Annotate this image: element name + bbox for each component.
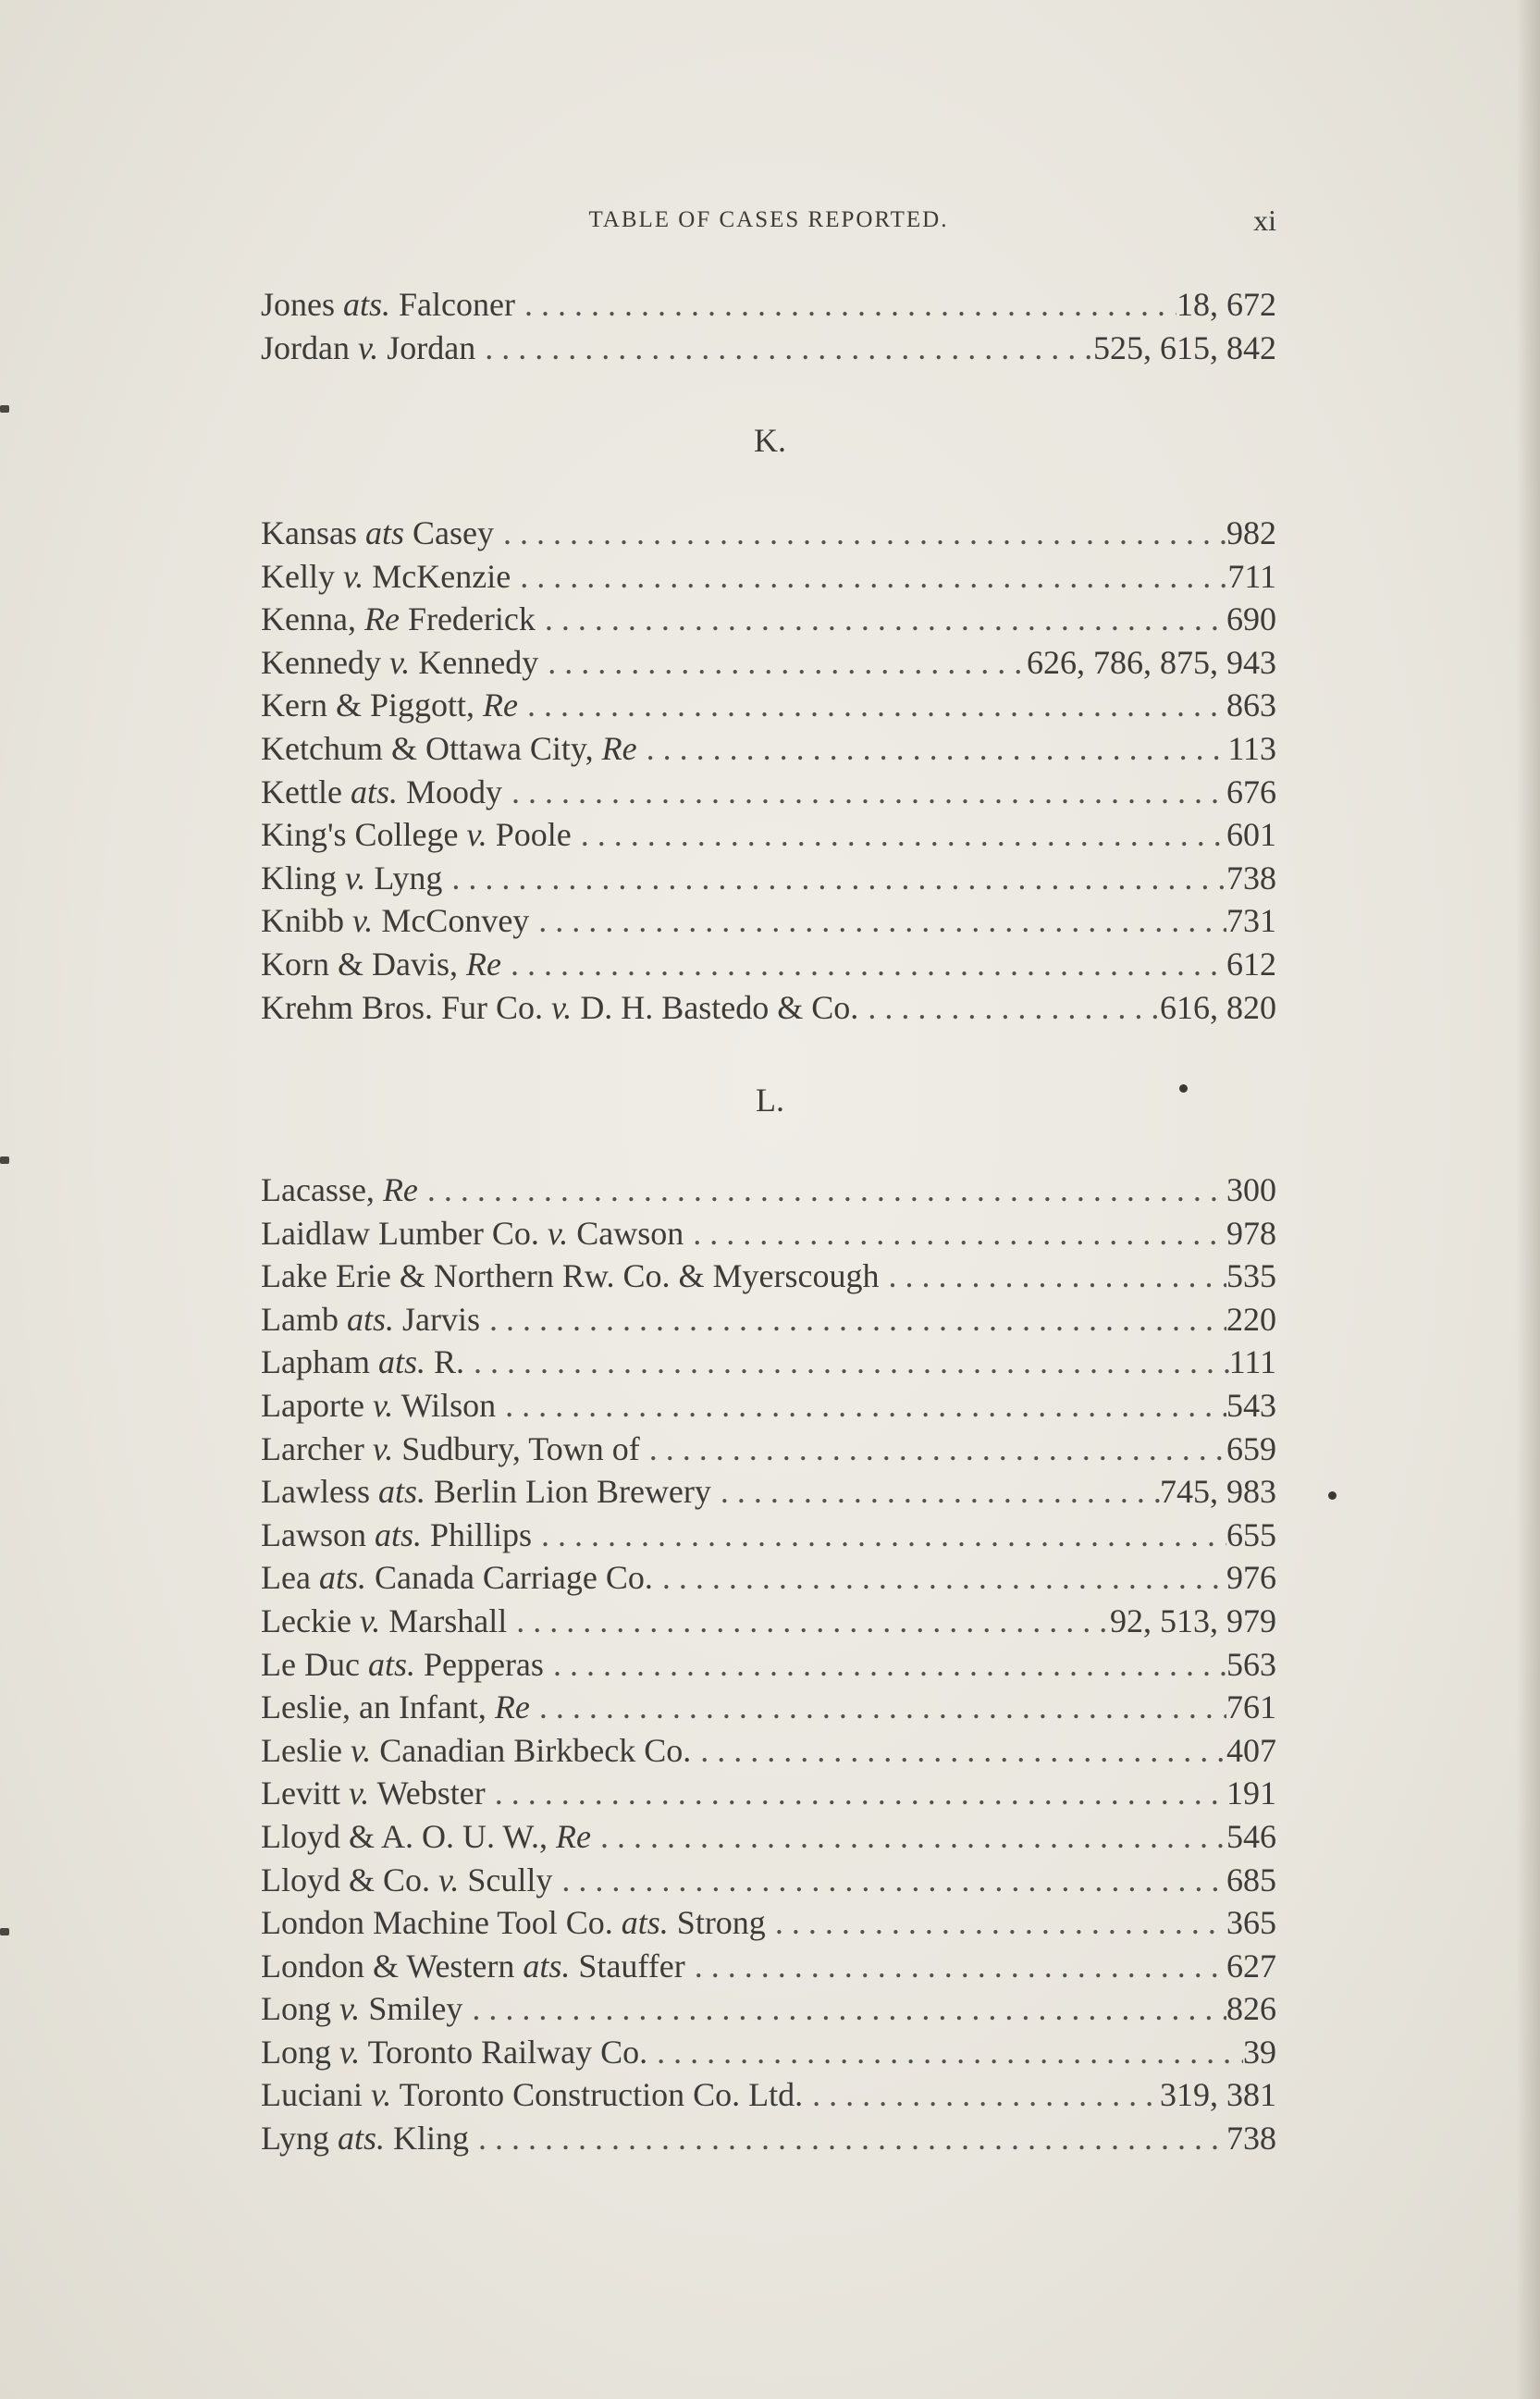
dot-leader: [520, 555, 1227, 599]
dot-leader: [474, 1341, 1229, 1384]
page-references: 601: [1226, 816, 1276, 854]
dot-leader: [662, 1556, 1226, 1600]
index-entry: [261, 2031, 1276, 2074]
dot-leader: [889, 1255, 1226, 1298]
dot-leader: [700, 1729, 1226, 1773]
case-name: Knibb v. McConvey: [261, 902, 530, 940]
dot-leader: [721, 1470, 1160, 1514]
index-entry: [261, 1384, 1276, 1428]
page-references: 627: [1226, 1947, 1276, 1985]
index-entry: [261, 1428, 1276, 1471]
index-entry: [261, 641, 1276, 685]
page-references: 113: [1227, 729, 1276, 767]
dot-leader: [538, 899, 1226, 943]
dot-leader: [489, 1298, 1226, 1342]
dot-leader: [485, 327, 1093, 370]
page-references: 978: [1226, 1214, 1276, 1252]
index-entry: [261, 1815, 1276, 1859]
index-entry: [261, 598, 1276, 641]
index-entry: [261, 1643, 1276, 1687]
page-references: 563: [1226, 1645, 1276, 1683]
case-name: Kelly v. McKenzie: [261, 557, 511, 595]
page-references: 546: [1226, 1817, 1276, 1855]
index-entry: [261, 1772, 1276, 1815]
case-name: Korn & Davis, Re: [261, 945, 501, 983]
case-name: Kern & Piggott, Re: [261, 686, 518, 724]
index-entry: [261, 327, 1276, 370]
dot-leader: [427, 1169, 1226, 1212]
case-name: Laidlaw Lumber Co. v. Cawson: [261, 1214, 684, 1252]
index-entry: [261, 1470, 1276, 1514]
edge-mark: [0, 1156, 9, 1164]
index-entry: [261, 1859, 1276, 1902]
index-entry: [261, 684, 1276, 727]
case-name: Lake Erie & Northern Rw. Co. & Myerscough: [261, 1257, 880, 1295]
index-entry: [261, 1686, 1276, 1729]
section-letter-l: L.: [756, 1082, 784, 1119]
page-references: 407: [1226, 1731, 1276, 1769]
case-name: Jordan v. Jordan: [261, 328, 476, 366]
page-references: 220: [1226, 1300, 1276, 1338]
index-entry: [261, 771, 1276, 814]
entries-l: [261, 1169, 1276, 2160]
index-entry: [261, 899, 1276, 943]
case-name: King's College v. Poole: [261, 816, 572, 854]
index-entry: [261, 1514, 1276, 1557]
page-references: 731: [1226, 902, 1276, 940]
dot-leader: [527, 684, 1226, 727]
page-references: 738: [1226, 859, 1276, 897]
page-references: 191: [1226, 1775, 1276, 1812]
index-entry: [261, 512, 1276, 555]
dot-leader: [812, 2073, 1160, 2117]
entries-j: [261, 283, 1276, 369]
page-references: 761: [1226, 1688, 1276, 1726]
index-entry: [261, 1255, 1276, 1298]
page-references: 676: [1226, 773, 1276, 810]
page-references: 111: [1228, 1343, 1276, 1381]
dot-leader: [561, 1859, 1226, 1902]
page-references: 863: [1226, 686, 1276, 724]
index-entry: [261, 986, 1276, 1030]
case-name: London Machine Tool Co. ats. Strong: [261, 1904, 766, 1942]
case-name: Lloyd & A. O. U. W., Re: [261, 1817, 591, 1855]
dot-leader: [451, 857, 1226, 900]
index-entry: [261, 857, 1276, 900]
dot-leader: [553, 1643, 1226, 1687]
case-name: Levitt v. Webster: [261, 1775, 486, 1812]
page-references: 365: [1226, 1904, 1276, 1942]
case-name: Lacasse, Re: [261, 1171, 418, 1208]
ink-spot: [1328, 1491, 1337, 1500]
case-name: Krehm Bros. Fur Co. v. D. H. Bastedo & Co.: [261, 988, 859, 1026]
dot-leader: [478, 2117, 1226, 2160]
page-references: 982: [1226, 514, 1276, 551]
dot-leader: [524, 283, 1177, 327]
running-title: TABLE OF CASES REPORTED.: [588, 207, 949, 232]
page-references: 626, 786, 875, 943: [1027, 643, 1276, 681]
page-references: 711: [1227, 557, 1276, 595]
entries-k: [261, 512, 1276, 1029]
dot-leader: [511, 771, 1226, 814]
page-references: 525, 615, 842: [1093, 328, 1276, 366]
index-entry: [261, 2073, 1276, 2117]
case-name: Lamb ats. Jarvis: [261, 1300, 480, 1338]
page-references: 39: [1243, 2033, 1276, 2071]
case-name: Lawless ats. Berlin Lion Brewery: [261, 1473, 711, 1511]
index-entry: [261, 2117, 1276, 2160]
edge-mark: [0, 405, 9, 413]
case-name: Leslie, an Infant, Re: [261, 1688, 530, 1726]
dot-leader: [649, 1428, 1226, 1471]
dot-leader: [511, 943, 1226, 986]
page-references: 659: [1226, 1429, 1276, 1467]
dot-leader: [539, 1686, 1226, 1729]
index-entry: [261, 1901, 1276, 1945]
dot-leader: [472, 1987, 1226, 2031]
case-name: Laporte v. Wilson: [261, 1386, 497, 1424]
index-entry: [261, 1341, 1276, 1384]
ink-spot: [1179, 1084, 1188, 1093]
case-name: Kennedy v. Kennedy: [261, 643, 539, 681]
index-entry: [261, 555, 1276, 599]
case-name: Leslie v. Canadian Birkbeck Co.: [261, 1731, 692, 1769]
dot-leader: [647, 727, 1228, 771]
running-head: [261, 204, 1276, 241]
case-name: Luciani v. Toronto Construction Co. Ltd.: [261, 2076, 804, 2114]
case-name: Lloyd & Co. v. Scully: [261, 1861, 553, 1898]
case-name: Le Duc ats. Pepperas: [261, 1645, 544, 1683]
page-references: 685: [1226, 1861, 1276, 1898]
case-name: Kenna, Re Frederick: [261, 600, 536, 638]
case-name: Lyng ats. Kling: [261, 2120, 470, 2158]
index-entry: [261, 1600, 1276, 1643]
case-name: Lawson ats. Phillips: [261, 1515, 533, 1553]
edge-mark: [0, 1928, 9, 1935]
case-name: Long v. Toronto Railway Co.: [261, 2033, 648, 2071]
index-entry: [261, 813, 1276, 857]
dot-leader: [495, 1772, 1226, 1815]
index-entry: [261, 943, 1276, 986]
page-references: 319, 381: [1160, 2076, 1276, 2114]
dot-leader: [695, 1945, 1226, 1988]
dot-leader: [657, 2031, 1243, 2074]
index-entry: [261, 1945, 1276, 1988]
index-entry: [261, 1298, 1276, 1342]
dot-leader: [505, 1384, 1226, 1428]
case-name: Larcher v. Sudbury, Town of: [261, 1429, 640, 1467]
page-references: 655: [1226, 1515, 1276, 1553]
page-references: 690: [1226, 600, 1276, 638]
dot-leader: [503, 512, 1226, 555]
page-references: 976: [1226, 1559, 1276, 1597]
case-name: Kansas ats Casey: [261, 514, 494, 551]
index-entry: [261, 1212, 1276, 1255]
dot-leader: [516, 1600, 1110, 1643]
index-entry: [261, 727, 1276, 771]
case-name: Kettle ats. Moody: [261, 773, 502, 810]
index-entry: [261, 1987, 1276, 2031]
page-references: 616, 820: [1160, 988, 1276, 1026]
case-name: Leckie v. Marshall: [261, 1601, 508, 1639]
dot-leader: [600, 1815, 1226, 1859]
page-number: xi: [1253, 204, 1276, 237]
dot-leader: [693, 1212, 1226, 1255]
case-name: Jones ats. Falconer: [261, 286, 515, 323]
page-references: 543: [1226, 1386, 1276, 1424]
page-references: 300: [1226, 1171, 1276, 1208]
case-name: Ketchum & Ottawa City, Re: [261, 729, 637, 767]
case-name: Long v. Smiley: [261, 1990, 463, 2028]
dot-leader: [545, 598, 1226, 641]
dot-leader: [541, 1514, 1226, 1557]
index-entry: [261, 1556, 1276, 1600]
case-name: Lea ats. Canada Carriage Co.: [261, 1559, 653, 1597]
index-entry: [261, 1169, 1276, 1212]
dot-leader: [868, 986, 1160, 1030]
case-name: London & Western ats. Stauffer: [261, 1947, 685, 1985]
page-references: 612: [1226, 945, 1276, 983]
page-references: 826: [1226, 1990, 1276, 2028]
page-references: 745, 983: [1160, 1473, 1276, 1511]
page-references: 18, 672: [1177, 286, 1276, 323]
dot-leader: [581, 813, 1226, 857]
section-letter-k: K.: [754, 422, 786, 459]
page-references: 738: [1226, 2120, 1276, 2158]
dot-leader: [775, 1901, 1226, 1945]
dot-leader: [548, 641, 1027, 685]
index-entry: [261, 283, 1276, 327]
case-name: Kling v. Lyng: [261, 859, 443, 897]
page-references: 92, 513, 979: [1110, 1601, 1276, 1639]
page-references: 535: [1226, 1257, 1276, 1295]
index-entry: [261, 1729, 1276, 1773]
case-name: Lapham ats. R.: [261, 1343, 464, 1381]
